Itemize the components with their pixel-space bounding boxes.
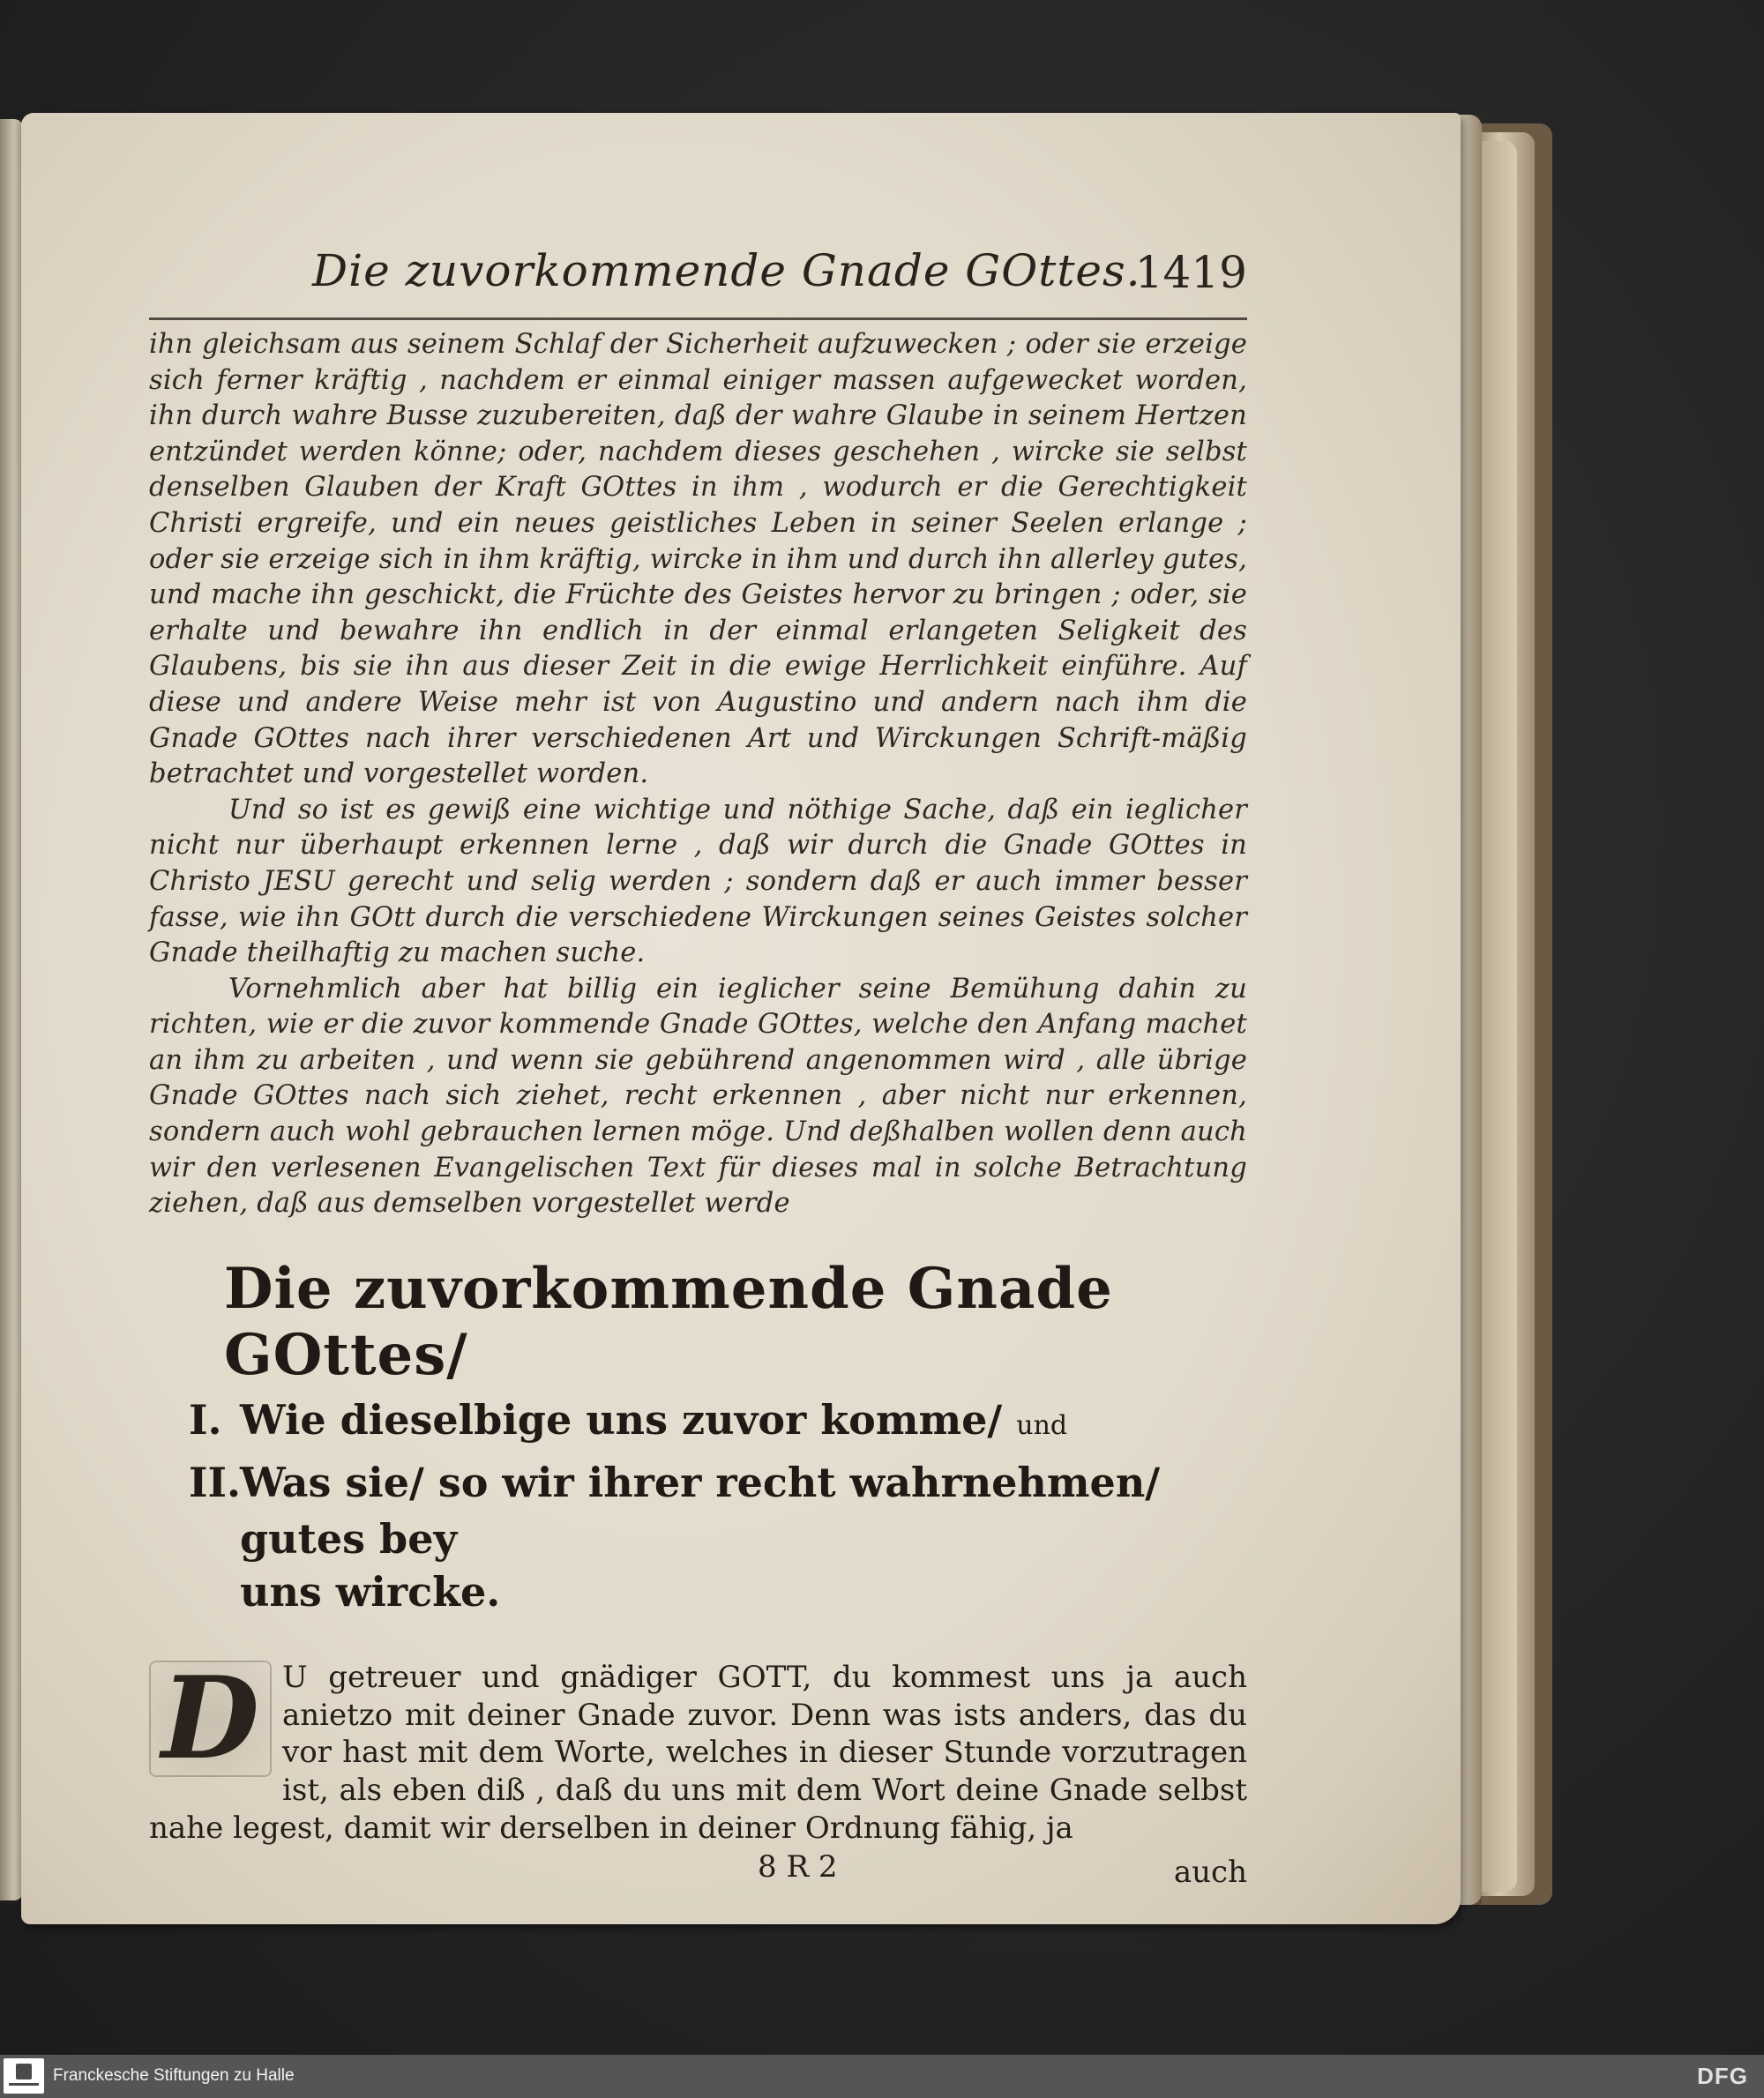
sermon-theme-heading: Die zuvorkommende Gnade GOttes/ [224, 1255, 1113, 1388]
division-title: Wie dieselbige uns zuvor komme/ [240, 1395, 1003, 1444]
dfg-logo: DFG [1697, 2063, 1748, 2089]
division-conjunction: und [1016, 1409, 1068, 1441]
prayer-paragraph [149, 1652, 1247, 1848]
page-content [149, 245, 1247, 1890]
paragraph: ihn gleichsam aus seinem Schlaf der Sicherheit aufzuwecken ; oder sie erzeige sich ferner kräftig , nachdem er einmal einiger massen aufgewecket worden, ihn durch wahre Busse zuzubereiten, daß der wahre Glaube in seinem Hertzen entzündet werden könne; oder, nachdem dieses geschehen , wircke sie selbst denselben Glauben der Kraft GOttes in ihm , wodurch er die Gerechtigkeit Christi ergreife, und ein neues geistliches Leben in seiner Seelen erlange ; oder sie erzeige sich in ihm kräftig, wircke in ihm und durch ihn allerley gutes, und mache ihn geschickt, die Früchte des Geistes hervor zu bringen ; oder, sie erhalte und bewahre ihn endlich in der einmal erlangeten Seligkeit des Glaubens, bis sie ihn aus dieser Zeit in die ewige Herrlichkeit einführe. Auf diese und andere Weise mehr ist von Augustino und andern nach ihm die Gnade GOttes nach ihrer verschiedenen Art und Wirckungen Schrift-mäßig betrachtet und vorgestellet worden. [149, 329, 1247, 790]
division-text [240, 1392, 1067, 1454]
sermon-divisions [189, 1392, 1247, 1616]
page-foot [149, 1849, 1247, 1890]
page-number: 1419 [1134, 247, 1247, 298]
running-head-title: Die zuvorkommende Gnade GOttes. [312, 245, 1141, 296]
signature-mark: 8 R 2 [758, 1848, 838, 1885]
division-title: Was sie/ so wir ihrer recht wahrnehmen/ gutes bey [240, 1458, 1161, 1563]
catchword: auch [1173, 1854, 1247, 1890]
book-page [21, 113, 1461, 1924]
prayer-text: U getreuer und gnädiger GOTT, du kommest uns ja auch anietzo mit deiner Gnade zuvor. Denn was ists anders, das du vor hast mit dem Worte, welches in dieser Stunde vorzutragen ist, als eben diß , daß du uns mit dem Wort deine Gnade selbst nahe legest, damit wir derselben in deiner Ordnung fähig, ja [149, 1659, 1247, 1847]
division-number: I. [189, 1395, 222, 1444]
paragraph: Und so ist es gewiß eine wichtige und nöthige Sache, daß ein ieglicher nicht nur überhaupt erkennen lerne , daß wir durch die Gnade GOttes in Christo JESU gerecht und selig werden ; sondern daß er auch immer besser fasse, wie ihn GOtt durch die verschiedene Wirckungen seines Geistes solcher Gnade theilhaftig zu machen suche. [149, 794, 1247, 969]
institution-name: Franckesche Stiftungen zu Halle [53, 2066, 295, 2085]
division-continuation: uns wircke. [240, 1567, 501, 1616]
decorated-initial: D [149, 1661, 272, 1777]
division-item [189, 1392, 1247, 1454]
header-rule [149, 317, 1247, 320]
viewer-footer [0, 2055, 1764, 2098]
division-item [189, 1454, 1247, 1567]
division-number: II. [189, 1458, 242, 1506]
previous-page-edge [0, 119, 23, 1900]
institution-logo-icon [4, 2058, 44, 2094]
running-head [149, 245, 1247, 314]
body-text [149, 327, 1247, 1222]
paragraph: Vornehmlich aber hat billig ein ieglicher seine Bemühung dahin zu richten, wie er die zuvor kommende Gnade GOttes, welche den Anfang machet an ihm zu arbeiten , und wenn sie gebührend angenommen wird , alle übrige Gnade GOttes nach sich ziehet, recht erkennen , aber nicht nur erkennen, sondern auch wohl gebrauchen lernen möge. Und deßhalben wollen denn auch wir den verlesenen Evangelischen Text für dieses mal in solche Betrachtung ziehen, daß aus demselben vorgestellet werde [149, 973, 1247, 1220]
